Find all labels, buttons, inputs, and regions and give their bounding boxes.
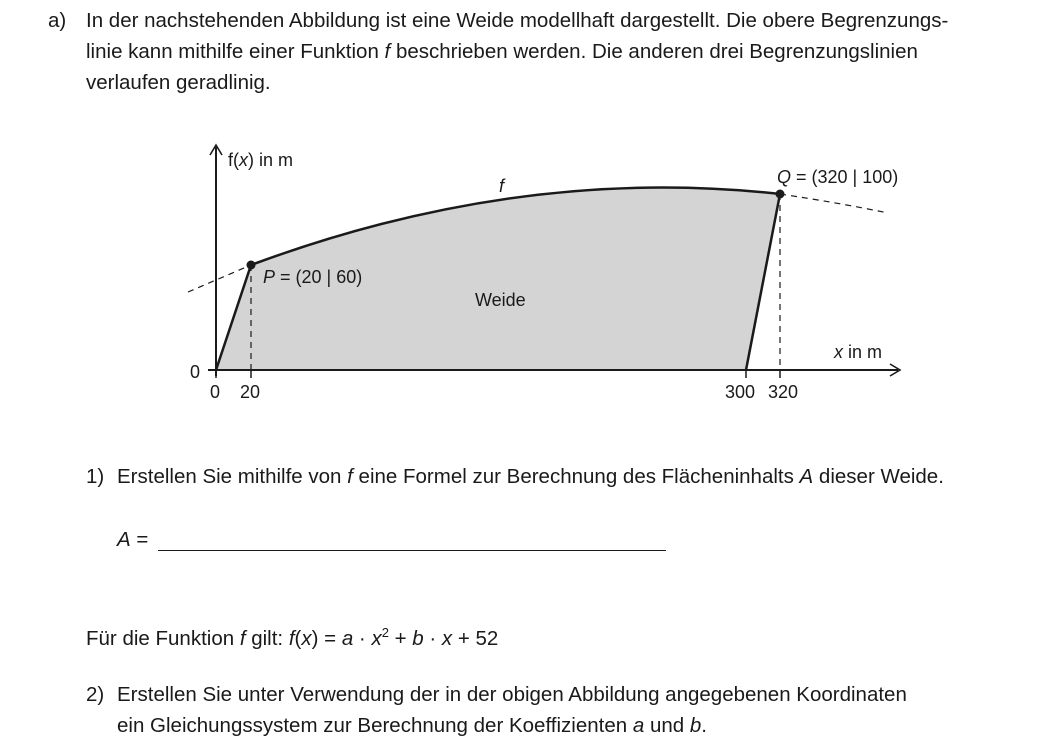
x-tick-label-20: 20 (240, 382, 261, 402)
point-Q (776, 190, 785, 199)
y-origin-label: 0 (190, 362, 201, 382)
region-label: Weide (475, 290, 526, 310)
task-1-number: 1) (86, 465, 105, 488)
task-2-line-1: Erstellen Sie unter Verwendung der in der obigen Abbildung angegebenen Koordinaten (117, 683, 907, 706)
point-Q-label: Q = (320 | 100) (777, 167, 899, 187)
task-2-text (117, 679, 1017, 741)
intro-line-2: linie kann mithilfe einer Funktion f beschrieben werden. Die anderen drei Begrenzungslinien (86, 40, 918, 63)
answer-label: A = (117, 528, 149, 551)
task-1-text: Erstellen Sie mithilfe von f eine Formel zur Berechnung des Flächeninhalts A dieser Weide. (117, 465, 944, 488)
x-tick-label-0: 0 (210, 382, 221, 402)
task-2-line-2: ein Gleichungssystem zur Berechnung der Koeffizienten a und b. (117, 714, 707, 737)
point-P (247, 261, 256, 270)
x-tick-label-320: 320 (768, 382, 799, 402)
point-P-label: P = (20 | 60) (263, 267, 363, 287)
intro-line-1: In der nachstehenden Abbildung ist eine Weide modellhaft dargestellt. Die obere Begrenzungs- (86, 9, 949, 32)
task-2-number: 2) (86, 683, 105, 706)
x-axis-label: x in m (834, 342, 883, 362)
function-statement: Für die Funktion f gilt: $f(x) = a \cdot x^2 + b \cdot x + 52$ (86, 625, 499, 650)
intro-line-3: verlaufen geradlinig. (86, 71, 271, 94)
curve-label: f (499, 176, 505, 196)
y-axis-label: f(x) in m (228, 150, 293, 170)
part-marker: a) (48, 9, 67, 32)
curve-extension-left (188, 265, 251, 292)
x-tick-label-300: 300 (725, 382, 756, 402)
curve-extension-right (780, 194, 888, 213)
answer-line[interactable] (158, 550, 666, 551)
